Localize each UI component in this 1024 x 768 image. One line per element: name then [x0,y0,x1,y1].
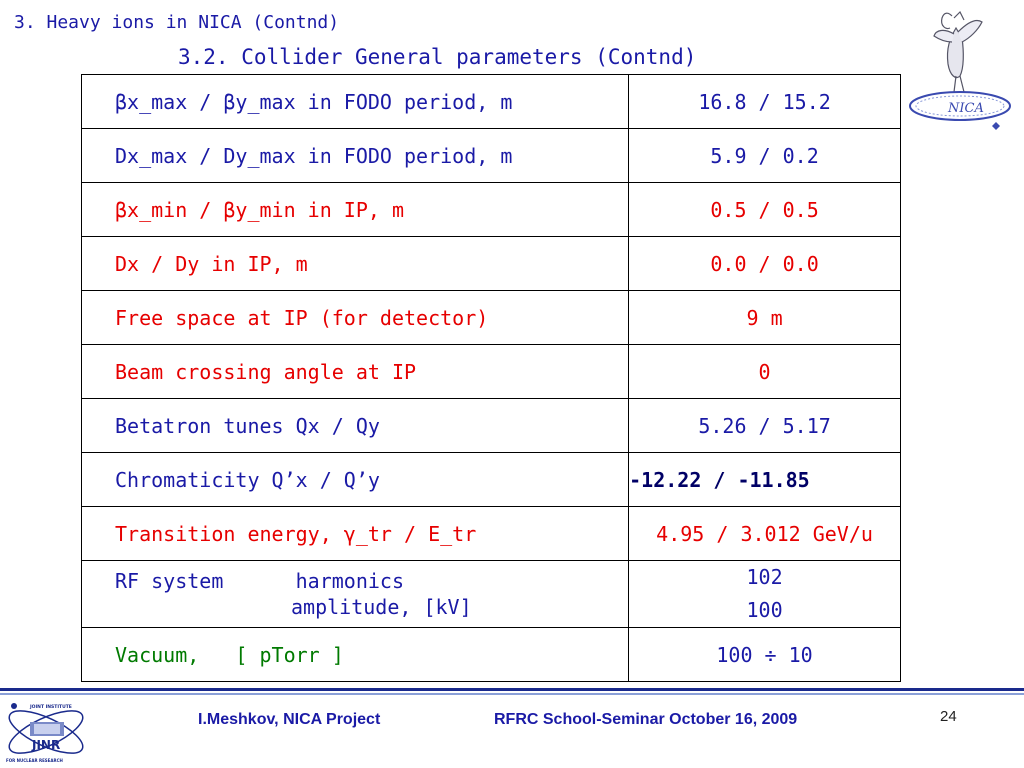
parameter-name: Free space at IP (for detector) [115,305,489,330]
parameter-value: 9 m [746,305,783,330]
table-row [82,237,901,291]
nica-logo-text: NICA [948,101,984,116]
page-number: 24 [940,708,957,725]
parameter-name-cell [82,183,629,237]
section-title: 3. Heavy ions in NICA (Contnd) [14,12,340,33]
nica-logo [904,8,1016,138]
slide-title: 3.2. Collider General parameters (Contnd) [178,45,697,69]
winged-statue-icon [934,12,982,92]
parameter-name-sub: amplitude, [kV] [291,595,472,619]
footer-event: RFRC School-Seminar October 16, 2009 [494,711,798,728]
parameter-name-cell [82,453,629,507]
parameter-name-cell [82,129,629,183]
parameter-value-cell [629,453,901,507]
parameter-value-cell [629,237,901,291]
parameter-value: 0.5 / 0.5 [710,197,819,222]
parameter-value-sub: 100 [746,598,783,622]
parameter-value: 5.9 / 0.2 [710,143,819,168]
parameter-value: -12.22 / -11.85 [629,467,810,492]
svg-text:FOR NUCLEAR RESEARCH: FOR NUCLEAR RESEARCH [6,758,63,763]
parameter-value-cell [629,75,901,129]
parameter-value: 0.0 / 0.0 [710,251,819,276]
table-row [82,399,901,453]
parameter-value-cell [629,399,901,453]
jinr-logo-text: JINR [32,738,61,752]
table-row [82,507,901,561]
parameter-name: βx_min / βy_min in IP, m [115,197,404,222]
parameter-name-cell [82,345,629,399]
parameter-value: 0 [758,359,771,384]
table-row [82,291,901,345]
footer-divider [0,688,1024,691]
parameter-name: Transition energy, γ_tr / E_tr [115,521,477,546]
parameter-value-cell [629,129,901,183]
jinr-logo [2,694,92,766]
parameter-value-cell [629,507,901,561]
parameter-name: Chromaticity Q’x / Q’y [115,467,380,492]
parameter-name-cell [82,399,629,453]
parameter-value: 100 ÷ 10 [716,642,813,667]
parameter-name-cell [82,628,629,682]
parameter-name-cell [82,291,629,345]
parameter-name: βx_max / βy_max in FODO period, m [115,89,513,114]
parameter-name: Vacuum, [ pTorr ] [115,642,344,667]
parameter-name: RF system harmonics [115,569,404,593]
footer-divider-light [0,693,1024,695]
parameter-name-cell [82,237,629,291]
parameter-value-cell [629,561,901,628]
parameter-value-cell [629,183,901,237]
parameter-name: Beam crossing angle at IP [115,359,417,384]
parameter-name-cell [82,75,629,129]
parameter-name: Betatron tunes Qx / Qy [115,413,380,438]
parameter-value: 4.95 / 3.012 GeV/u [656,521,873,546]
parameter-value-cell [629,628,901,682]
parameter-name-cell [82,561,629,628]
table-row [82,129,901,183]
table-row [82,561,901,628]
table-row [82,628,901,682]
parameter-value-cell [629,345,901,399]
parameter-value: 5.26 / 5.17 [698,413,831,438]
parameter-value-cell [629,291,901,345]
footer-author: I.Meshkov, NICA Project [198,711,381,728]
parameters-table [81,74,901,682]
parameter-value: 16.8 / 15.2 [698,89,831,114]
svg-text:JOINT INSTITUTE: JOINT INSTITUTE [30,705,72,710]
table-row [82,183,901,237]
table-row [82,345,901,399]
table-row [82,75,901,129]
parameter-value: 102 [746,565,783,589]
parameter-name-cell [82,507,629,561]
parameter-name: Dx / Dy in IP, m [115,251,308,276]
table-row [82,453,901,507]
parameter-name: Dx_max / Dy_max in FODO period, m [115,143,513,168]
